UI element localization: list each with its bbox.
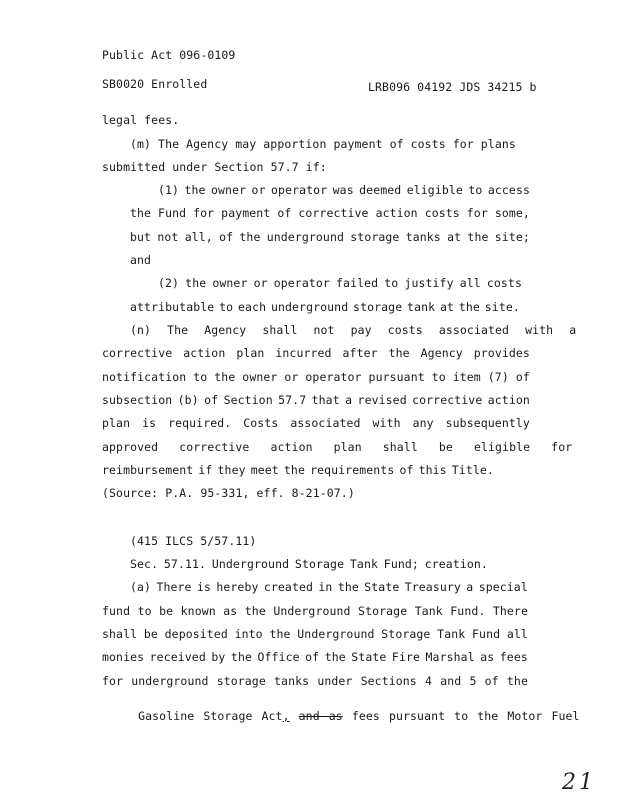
word: be xyxy=(159,604,174,618)
word: 5 xyxy=(469,674,477,688)
word: item xyxy=(452,370,481,384)
word: owner xyxy=(212,276,248,290)
word: the xyxy=(230,650,252,664)
word: 4 xyxy=(425,674,433,688)
word: notification xyxy=(102,370,187,384)
word: Treasury xyxy=(404,580,461,594)
word: operator xyxy=(273,276,330,290)
word: (2) xyxy=(158,276,180,290)
word: State xyxy=(351,650,387,664)
word: costs xyxy=(410,137,446,151)
word: Fund xyxy=(472,627,501,641)
word: site. xyxy=(484,300,520,314)
word: the xyxy=(283,463,305,477)
word: the xyxy=(269,627,291,641)
word: (7) xyxy=(487,370,509,384)
word: the xyxy=(184,183,206,197)
text-line xyxy=(102,372,530,384)
word: and xyxy=(440,674,462,688)
word: the xyxy=(458,300,480,314)
word: tanks xyxy=(274,674,310,688)
word: operator xyxy=(271,183,328,197)
word: (b) xyxy=(177,393,199,407)
word: a xyxy=(345,393,353,407)
word: Underground xyxy=(211,557,290,571)
word: to xyxy=(193,370,208,384)
word: for xyxy=(193,206,215,220)
word: payment xyxy=(333,137,383,151)
word: Marshal xyxy=(425,650,475,664)
text-line xyxy=(102,629,528,641)
word: plan xyxy=(236,346,265,360)
page-number: 21 xyxy=(562,770,596,795)
word: Storage xyxy=(381,627,431,641)
word: or xyxy=(253,276,268,290)
word: not xyxy=(157,230,179,244)
word: of xyxy=(219,230,234,244)
word: hereby xyxy=(216,580,259,594)
word: known xyxy=(180,604,216,618)
word: of xyxy=(277,206,292,220)
word: Section xyxy=(223,393,273,407)
text-line xyxy=(102,418,530,430)
word: as xyxy=(223,604,238,618)
word: Storage xyxy=(358,604,408,618)
word: they xyxy=(217,463,246,477)
word: site; xyxy=(494,230,530,244)
word: or xyxy=(251,183,266,197)
word: of xyxy=(204,393,219,407)
word: all, xyxy=(184,230,213,244)
word: into xyxy=(234,627,263,641)
text-line xyxy=(130,302,520,314)
word: the xyxy=(239,230,261,244)
word: Underground xyxy=(297,627,375,641)
word: to xyxy=(137,604,152,618)
lrb-number: LRB096 04192 JDS 34215 b xyxy=(368,80,537,94)
word: the xyxy=(506,674,528,688)
source-citation: (Source: P.A. 95-331, eff. 8-21-07.) xyxy=(102,486,355,500)
word: operator xyxy=(305,370,362,384)
word: corrective xyxy=(102,346,173,360)
word: monies xyxy=(102,650,145,664)
statute-citation: (415 ILCS 5/57.11) xyxy=(130,534,257,548)
word: deemed xyxy=(359,183,402,197)
word: action xyxy=(375,206,418,220)
word: Costs xyxy=(243,416,279,430)
word: but xyxy=(130,230,152,244)
word: to xyxy=(468,183,483,197)
word: the xyxy=(214,370,236,384)
word: a xyxy=(466,580,474,594)
word: shall xyxy=(102,627,138,641)
word: Tank xyxy=(349,557,378,571)
word: some, xyxy=(494,206,530,220)
word: owner xyxy=(211,183,247,197)
word: incurred xyxy=(275,346,332,360)
text-line xyxy=(102,606,528,618)
public-act-number: Public Act 096-0109 xyxy=(102,48,236,62)
word: under xyxy=(317,674,353,688)
word: created xyxy=(263,580,314,594)
text-line: legal fees. xyxy=(102,113,180,127)
word: is xyxy=(142,416,157,430)
word: tank xyxy=(407,300,436,314)
section-heading xyxy=(130,559,488,571)
text-line xyxy=(130,208,530,220)
word: tanks xyxy=(405,230,441,244)
word: requirements xyxy=(310,463,395,477)
word: special xyxy=(478,580,528,594)
word: subsection xyxy=(102,393,173,407)
word: this xyxy=(418,463,447,477)
word: Sec. xyxy=(130,557,159,571)
word: deposited xyxy=(164,627,228,641)
word: by xyxy=(211,650,226,664)
text-line xyxy=(102,395,530,407)
word: Storage xyxy=(294,557,345,571)
word: after xyxy=(342,346,378,360)
word: fund xyxy=(102,604,131,618)
word: Fund xyxy=(158,206,187,220)
word: the xyxy=(467,230,489,244)
bill-number: SB0020 Enrolled xyxy=(102,77,208,91)
word: costs xyxy=(424,206,460,220)
text-fragment: fees pursuant to the Motor Fuel xyxy=(351,708,580,723)
word: action xyxy=(487,393,530,407)
word: There xyxy=(156,580,192,594)
word: eligible xyxy=(406,183,463,197)
word: associated xyxy=(290,416,361,430)
deleted-text: and as xyxy=(298,708,343,723)
text-line xyxy=(102,676,528,688)
word: storage xyxy=(350,230,400,244)
word: the xyxy=(244,604,266,618)
word: costs xyxy=(486,276,522,290)
text-fragment: Gasoline Storage Act xyxy=(138,708,283,723)
word: at xyxy=(447,230,462,244)
word: of xyxy=(389,137,404,151)
word: State xyxy=(364,580,400,594)
text-line xyxy=(158,278,522,290)
word: underground xyxy=(270,300,349,314)
word: Title. xyxy=(451,463,494,477)
word: pursuant xyxy=(368,370,425,384)
word: was xyxy=(332,183,354,197)
word: revised xyxy=(357,393,407,407)
word: justify xyxy=(404,276,454,290)
word: underground xyxy=(266,230,344,244)
word: Underground xyxy=(273,604,351,618)
word: required. xyxy=(168,416,232,430)
word: Agency xyxy=(420,346,463,360)
word: plan xyxy=(102,416,131,430)
text-line xyxy=(130,139,516,151)
word: owner xyxy=(242,370,278,384)
word: storage xyxy=(353,300,403,314)
word: to xyxy=(219,300,234,314)
word: creation. xyxy=(424,557,488,571)
text-line xyxy=(102,652,528,664)
word: The xyxy=(158,137,180,151)
text-line xyxy=(158,185,530,197)
word: subsequently xyxy=(445,416,530,430)
text-line: (n) The Agency shall not pay costs associated with a xyxy=(130,323,577,337)
word: the xyxy=(324,650,346,664)
word: is xyxy=(196,580,211,594)
word: of xyxy=(305,650,320,664)
word: storage xyxy=(216,674,266,688)
word: (a) xyxy=(130,580,152,594)
word: Sections xyxy=(360,674,417,688)
text-line xyxy=(130,582,528,594)
word: the xyxy=(185,276,207,290)
word: reimbursement xyxy=(102,463,194,477)
word: or xyxy=(284,370,299,384)
word: underground xyxy=(131,674,209,688)
word: 57.11. xyxy=(163,557,207,571)
word: action xyxy=(183,346,226,360)
word: payment xyxy=(221,206,271,220)
word: the xyxy=(337,580,359,594)
word: corrective xyxy=(412,393,483,407)
word: be xyxy=(143,627,158,641)
word: each xyxy=(238,300,267,314)
word: failed xyxy=(336,276,379,290)
word: as xyxy=(480,650,495,664)
word: fees xyxy=(499,650,528,664)
word: of xyxy=(399,463,414,477)
text-line xyxy=(102,348,530,360)
word: Fund; xyxy=(383,557,419,571)
word: Fire xyxy=(391,650,421,664)
word: apportion xyxy=(263,137,327,151)
word: There xyxy=(492,604,528,618)
text-line xyxy=(102,465,494,477)
word: at xyxy=(439,300,455,314)
word: meet xyxy=(250,463,279,477)
word: Tank xyxy=(437,627,466,641)
word: to xyxy=(431,370,446,384)
word: for xyxy=(452,137,474,151)
word: in xyxy=(318,580,333,594)
word: may xyxy=(235,137,257,151)
word: the xyxy=(388,346,410,360)
word: Tank xyxy=(414,604,443,618)
word: for xyxy=(466,206,488,220)
word: that xyxy=(311,393,340,407)
word: any xyxy=(412,416,434,430)
word: all xyxy=(506,627,528,641)
word: corrective xyxy=(298,206,369,220)
word: to xyxy=(384,276,399,290)
word: for xyxy=(102,674,124,688)
text-line: approved corrective action plan shall be eligible for xyxy=(102,440,573,454)
word: Office xyxy=(257,650,300,664)
word: Fund. xyxy=(450,604,486,618)
word: (m) xyxy=(130,137,152,151)
word: attributable xyxy=(130,300,215,314)
word: of xyxy=(515,370,530,384)
word: received xyxy=(149,650,206,664)
inserted-text: , xyxy=(282,708,290,723)
text-line xyxy=(130,232,530,244)
word: with xyxy=(372,416,401,430)
word: access xyxy=(487,183,530,197)
word: of xyxy=(484,674,499,688)
word: 57.7 xyxy=(278,393,307,407)
text-line: submitted under Section 57.7 if: xyxy=(102,160,327,174)
text-line-amended xyxy=(102,699,580,734)
text-line: and xyxy=(130,253,152,267)
word: provides xyxy=(473,346,530,360)
word: (1) xyxy=(158,183,180,197)
word: all xyxy=(459,276,481,290)
word: if xyxy=(198,463,213,477)
word: the xyxy=(130,206,152,220)
word: Agency xyxy=(186,137,229,151)
word: plans xyxy=(480,137,516,151)
